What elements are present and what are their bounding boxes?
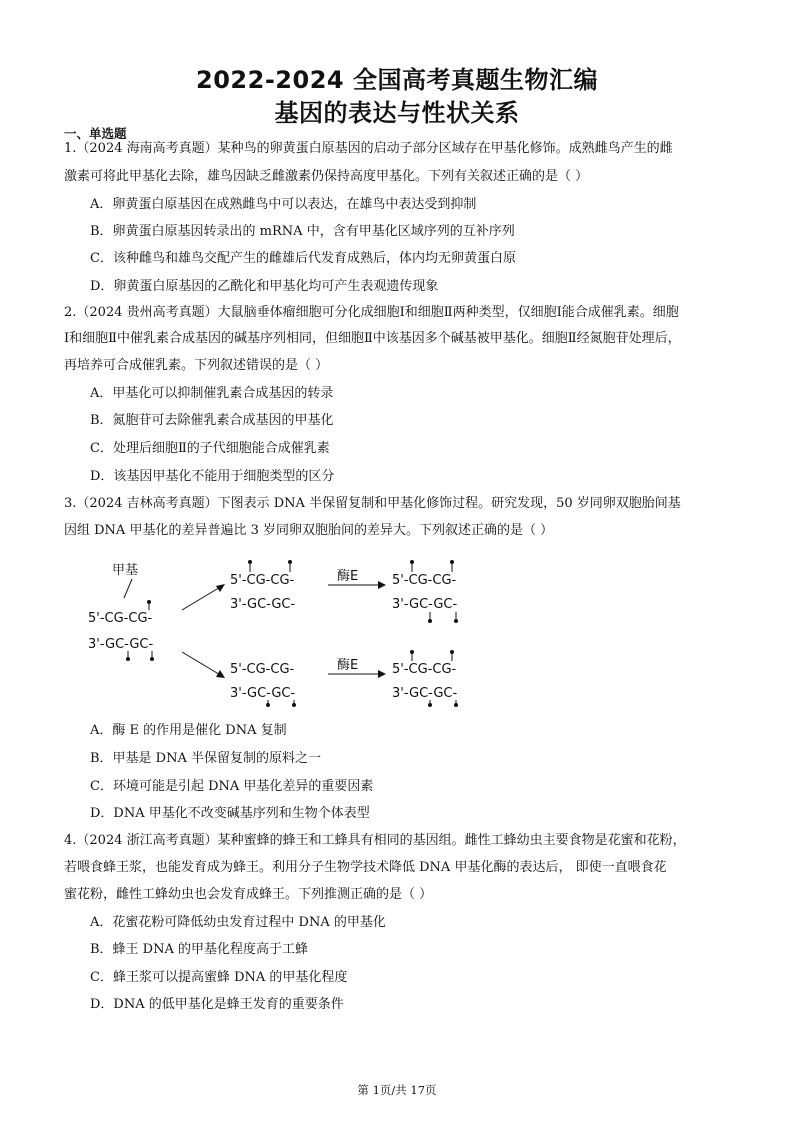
upper-mid-strand-bottom: 3'-GC-GC- xyxy=(230,597,296,612)
methyl-dot xyxy=(410,650,414,654)
question-2-line-2: Ⅰ和细胞Ⅱ中催乳素合成基因的碱基序列相同，但细胞Ⅱ中该基因多个碱基被甲基化。细胞Ⅱ经氮胞苷处理后， xyxy=(64,331,681,346)
upper-mid-strand-top: 5'-CG-CG- xyxy=(230,573,295,588)
question-1-line-1: 1.（2024 海南高考真题）某种鸟的卵黄蛋白原基因的启动子部分区域存在甲基化修饰。成熟雌鸟产生的雌 xyxy=(64,141,673,156)
methyl-dot xyxy=(288,560,292,564)
question-2-option-d: D．该基因甲基化不能用于细胞类型的区分 xyxy=(90,469,335,484)
methyl-dot xyxy=(454,619,458,623)
methyl-dot xyxy=(450,650,454,654)
methyl-dot xyxy=(450,560,454,564)
question-4-line-3: 蜜花粉，雌性工蜂幼虫也会发育成蜂王。下列推测正确的是（ ） xyxy=(64,887,433,902)
section-heading: 一、单选题 xyxy=(64,126,127,141)
lower-mid-strand-bottom: 3'-GC-GC- xyxy=(230,686,296,701)
question-4-option-a: A．花蜜花粉可降低幼虫发育过程中 DNA 的甲基化 xyxy=(90,915,386,930)
question-4-option-b: B．蜂王 DNA 的甲基化程度高于工蜂 xyxy=(90,942,309,957)
replication-arrow-up xyxy=(182,586,222,610)
upper-right-strand-top: 5'-CG-CG- xyxy=(392,573,457,588)
arrowhead xyxy=(378,670,386,678)
question-3-option-a: A．酶 E 的作用是催化 DNA 复制 xyxy=(90,723,287,738)
question-1-option-c: C．该种雌鸟和雄鸟交配产生的雌雄后代发育成熟后，体内均无卵黄蛋白原 xyxy=(90,251,516,266)
page-number: 第 1页/共 17页 xyxy=(357,1083,437,1097)
methyl-dot xyxy=(428,619,432,623)
arrowhead xyxy=(216,584,225,592)
left-strand-top: 5'-CG-CG- xyxy=(88,611,153,626)
lower-mid-strand-top: 5'-CG-CG- xyxy=(230,662,295,677)
question-2-option-c: C．处理后细胞Ⅱ的子代细胞能合成催乳素 xyxy=(90,441,330,456)
arrowhead xyxy=(378,581,386,589)
upper-right-strand-bottom: 3'-GC-GC- xyxy=(392,597,458,612)
question-1-option-a: A．卵黄蛋白原基因在成熟雌鸟中可以表达，在雄鸟中表达受到抑制 xyxy=(90,197,477,212)
page-subtitle: 基因的表达与性状关系 xyxy=(274,99,520,127)
methyl-label: 甲基 xyxy=(112,563,139,578)
methyl-dot xyxy=(292,703,296,707)
methyl-dot xyxy=(147,600,151,604)
methyl-dot xyxy=(248,560,252,564)
lower-right-strand-top: 5'-CG-CG- xyxy=(392,662,457,677)
methyl-dot xyxy=(454,703,458,707)
methyl-pointer xyxy=(124,579,132,598)
methyl-dot xyxy=(266,703,270,707)
question-2-line-1: 2.（2024 贵州高考真题）大鼠脑垂体瘤细胞可分化成细胞Ⅰ和细胞Ⅱ两种类型，仅细胞Ⅰ能合成催乳素。细胞 xyxy=(64,305,679,320)
methyl-dot xyxy=(126,657,130,661)
replication-arrow-down xyxy=(182,652,222,676)
question-2-option-a: A．甲基化可以抑制催乳素合成基因的转录 xyxy=(90,386,334,401)
question-4-line-1: 4.（2024 浙江高考真题）某种蜜蜂的蜂王和工蜂具有相同的基因组。雌性工蜂幼虫主要食物是花蜜和花粉， xyxy=(64,833,686,848)
question-4-option-c: C．蜂王浆可以提高蜜蜂 DNA 的甲基化程度 xyxy=(90,970,348,985)
question-2-option-b: B．氮胞苷可去除催乳素合成基因的甲基化 xyxy=(90,413,334,428)
question-1-line-2: 激素可将此甲基化去除，雄鸟因缺乏雌激素仍保持高度甲基化。下列有关叙述正确的是（ ） xyxy=(64,169,589,184)
arrowhead xyxy=(216,670,225,678)
methyl-dot xyxy=(150,657,154,661)
question-1-option-b: B．卵黄蛋白原基因转录出的 mRNA 中，含有甲基化区域序列的互补序列 xyxy=(90,224,515,239)
question-3-line-1: 3.（2024 吉林高考真题）下图表示 DNA 半保留复制和甲基化修饰过程。研究发现，50 岁同卵双胞胎间基 xyxy=(64,496,681,511)
question-2-line-3: 再培养可合成催乳素。下列叙述错误的是（ ） xyxy=(64,358,329,373)
question-3-line-2: 因组 DNA 甲基化的差异普遍比 3 岁同卵双胞胎间的差异大。下列叙述正确的是（ ） xyxy=(64,523,554,538)
question-4-line-2: 若喂食蜂王浆，也能发育成为蜂王。利用分子生物学技术降低 DNA 甲基化酶的表达后， 即使一直喂食花 xyxy=(64,860,667,875)
lower-right-strand-bottom: 3'-GC-GC- xyxy=(392,686,458,701)
left-strand-bottom: 3'-GC-GC- xyxy=(88,637,154,652)
methyl-dot xyxy=(428,703,432,707)
dna-methylation-diagram xyxy=(80,552,500,707)
methyl-dot xyxy=(410,560,414,564)
page-title: 2022-2024 全国高考真题生物汇编 xyxy=(196,66,598,94)
enzyme-label-lower: 酶E xyxy=(337,658,359,673)
enzyme-label-upper: 酶E xyxy=(337,569,359,584)
question-3-option-b: B．甲基是 DNA 半保留复制的原料之一 xyxy=(90,751,322,766)
question-4-option-d: D．DNA 的低甲基化是蜂王发育的重要条件 xyxy=(90,997,344,1012)
question-1-option-d: D．卵黄蛋白原基因的乙酰化和甲基化均可产生表观遗传现象 xyxy=(90,279,439,294)
question-3-option-d: D．DNA 甲基化不改变碱基序列和生物个体表型 xyxy=(90,806,370,821)
question-3-option-c: C．环境可能是引起 DNA 甲基化差异的重要因素 xyxy=(90,779,374,794)
